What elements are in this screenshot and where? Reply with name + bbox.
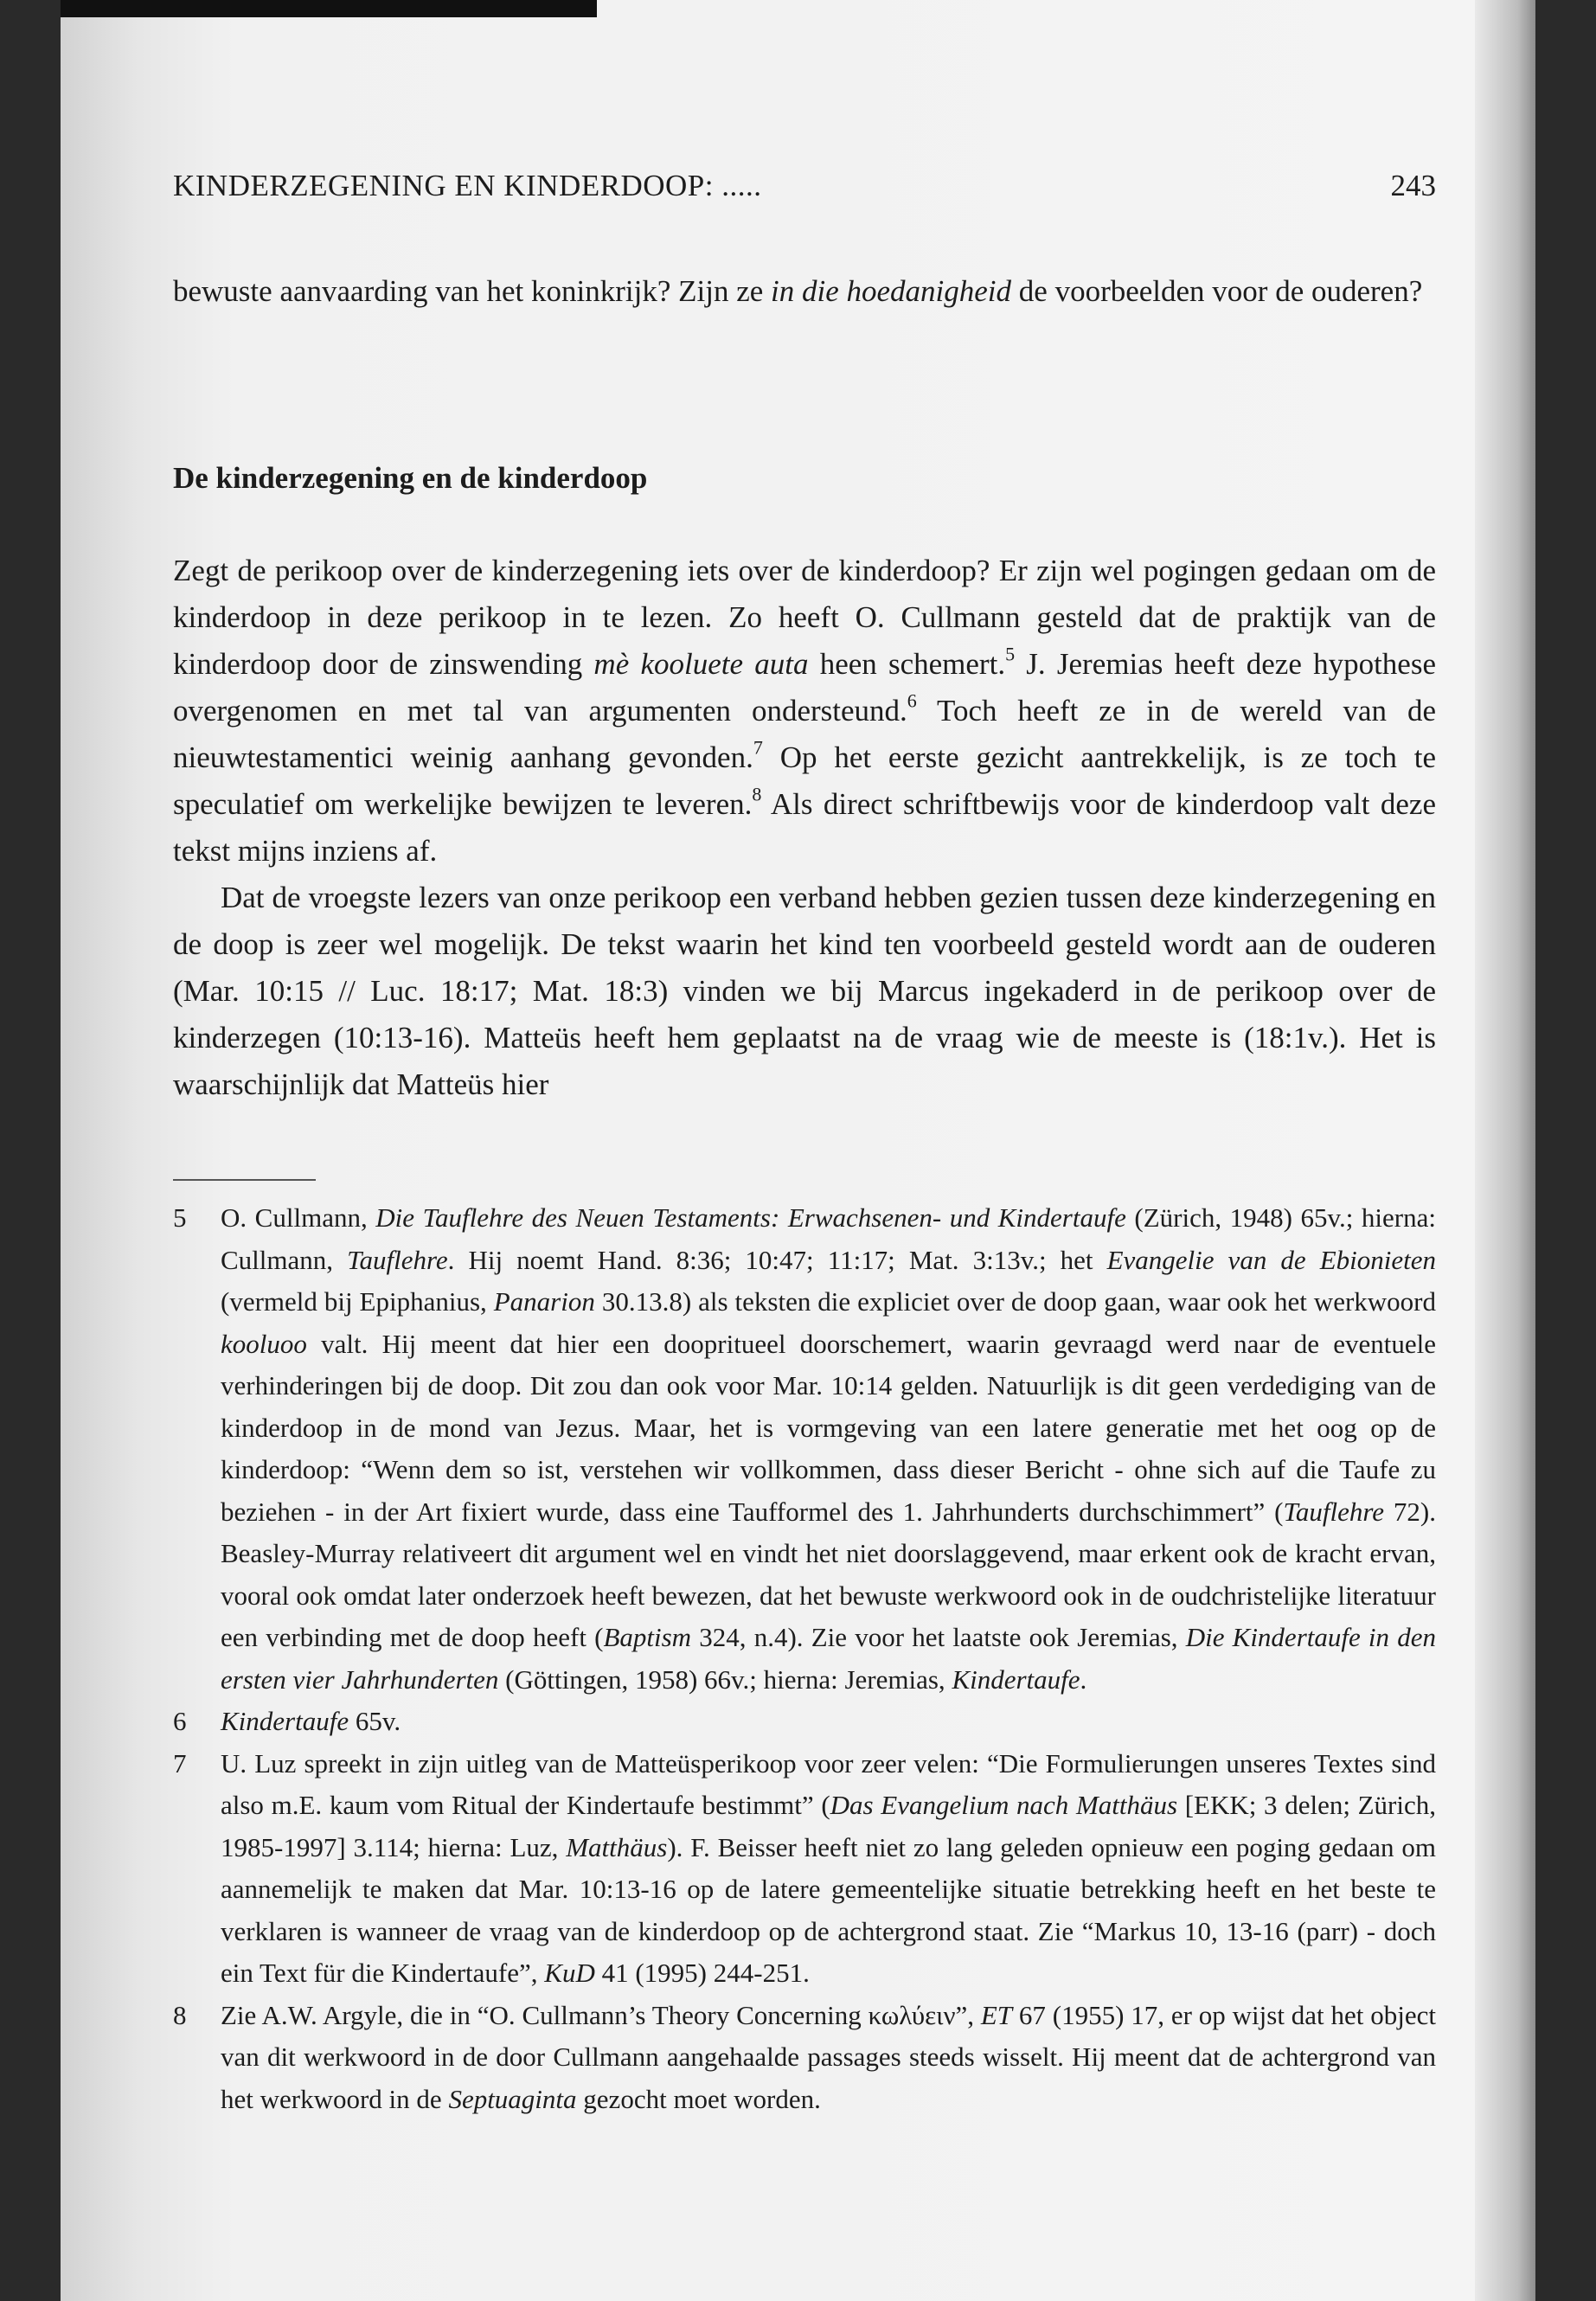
footnote-5 <box>173 1197 1436 1701</box>
footnote-number: 8 <box>173 1999 187 2030</box>
footnote-text: O. Cullmann, Die Tauflehre des Neuen Testaments: Erwachsenen- und Kindertaufe (Zürich, 1948) 65v.; hierna: Cullmann, Tauflehre. Hij noemt Hand. 8:36; 10:47; 11:17; Mat. 3:13v.; het Evangelie van de Ebionieten (vermeld bij Epiphanius, Panarion 30.13.8) als teksten die expliciet over de doop gaan, waar ook het werkwoord kooluoo valt. Hij meent dat hier een doopritueel doorschemert, waarin gevraagd werd naar de eventuele verhinderingen bij de doop. Dit zou dan ook voor Mar. 10:14 gelden. Natuurlijk is dit geen verdediging van de kinderdoop in de mond van Jezus. Maar, het is vormgeving van een latere generatie met het oog op de kinderdoop: “Wenn dem so ist, verstehen wir vollkommen, dass dieser Bericht - ohne sich auf die Taufe zu beziehen - in der Art fixiert wurde, dass eine Taufformel des 1. Jahrhunderts durchschimmert” (Tauflehre 72). Beasley-Murray relativeert dit argument wel en vindt het niet doorslaggevend, maar erkent ook de kracht ervan, vooral ook omdat later onderzoek heeft bewezen, dat het bewuste werkwoord ook in de oudchristelijke literatuur een verbinding met de doop heeft (Baptism 324, n.4). Zie voor het laatste ook Jeremias, Die Kindertaufe in den ersten vier Jahrhunderten (Göttingen, 1958) 66v.; hierna: Jeremias, Kindertaufe. <box>221 1202 1436 1695</box>
paragraph-1: Zegt de perikoop over de kinderzegening iets over de kinderdoop? Er zijn wel pogingen gedaan om de kinderdoop in deze perikoop in te lezen. Zo heeft O. Cullmann gesteld dat de praktijk van de kinderdoop door de zinswending mè kooluete auta heen schemert.$^5$ J. Jeremias heeft deze hypothese overgenomen en met tal van argumenten ondersteund.$^6$ Toch heeft ze in de wereld van de nieuwtestamentici weinig aanhang gevonden.$^7$ Op het eerste gezicht aantrekkelijk, is ze toch te speculatief om werkelijke bewijzen te leveren.$^8$ Als direct schriftbewijs voor de kinderdoop valt deze tekst mijns inziens af. <box>173 554 1436 868</box>
footnote-ref-5: 5 <box>1005 643 1016 665</box>
footnote-ref-8: 8 <box>752 783 762 805</box>
footnote-number: 5 <box>173 1202 187 1233</box>
footnote-number: 6 <box>173 1706 187 1736</box>
section-heading: De kinderzegening en de kinderdoop <box>173 461 648 495</box>
page-header <box>173 169 1436 221</box>
footnote-6 <box>173 1701 1436 1743</box>
scan-top-shadow <box>61 0 597 17</box>
footnote-number: 7 <box>173 1747 187 1779</box>
footnote-7 <box>173 1743 1436 1995</box>
footnote-text: Zie A.W. Argyle, die in “O. Cullmann’s Theory Concerning κωλύειν”, ET 67 (1955) 17, er op wijst dat het object van dit werkwoord in de door Cullmann aangehaalde passages steeds wisselt. Hij meent dat de achtergrond van het werkwoord in de Septuaginta gezocht moet worden. <box>221 1999 1436 2114</box>
footnote-ref-6: 6 <box>907 689 917 712</box>
intro-paragraph: bewuste aanvaarding van het koninkrijk? Zijn ze in die hoedanigheid de voorbeelden voor de ouderen? <box>173 274 1423 308</box>
footnote-text: U. Luz spreekt in zijn uitleg van de Matteüsperikoop voor zeer velen: “Die Formulierungen unseres Textes sind also m.E. kaum vom Ritual der Kindertaufe bestimmt” (Das Evangelium nach Matthäus [EKK; 3 delen; Zürich, 1985-1997] 3.114; hierna: Luz, Matthäus). F. Beisser heeft niet zo lang geleden opnieuw een poging gedaan om aannemelijk te maken dat Mar. 10:13-16 op de latere gemeentelijke situatie betrekking heeft en het beste te verklaren is wanneer de vraag van de kinderdoop op de achtergrond staat. Zie “Markus 10, 13-16 (parr) - doch ein Text für die Kindertaufe”, KuD 41 (1995) 244-251. <box>221 1747 1436 1988</box>
footnote-ref-7: 7 <box>753 736 763 759</box>
footnote-separator <box>173 1179 316 1181</box>
scan-right-edge-shadow <box>1475 0 1535 2301</box>
page-number: 243 <box>1390 169 1436 202</box>
footnotes <box>173 1197 1436 2120</box>
footnote-8 <box>173 1995 1436 2121</box>
main-text <box>173 548 1436 1108</box>
footnote-text: Kindertaufe 65v. <box>221 1706 401 1736</box>
paragraph-2: Dat de vroegste lezers van onze perikoop een verband hebben gezien tussen deze kinderzegening en de doop is zeer wel mogelijk. De tekst waarin het kind ten voorbeeld gesteld wordt aan de ouderen (Mar. 10:15 // Luc. 18:17; Mat. 18:3) vinden we bij Marcus ingekaderd in de perikoop over de kinderzegen (10:13-16). Matteüs heeft hem geplaatst na de vraag wie de meeste is (18:1v.). Het is waarschijnlijk dat Matteüs hier <box>173 881 1436 1101</box>
running-head: KINDERZEGENING EN KINDERDOOP: ..... <box>173 169 762 202</box>
book-page <box>61 0 1535 2301</box>
